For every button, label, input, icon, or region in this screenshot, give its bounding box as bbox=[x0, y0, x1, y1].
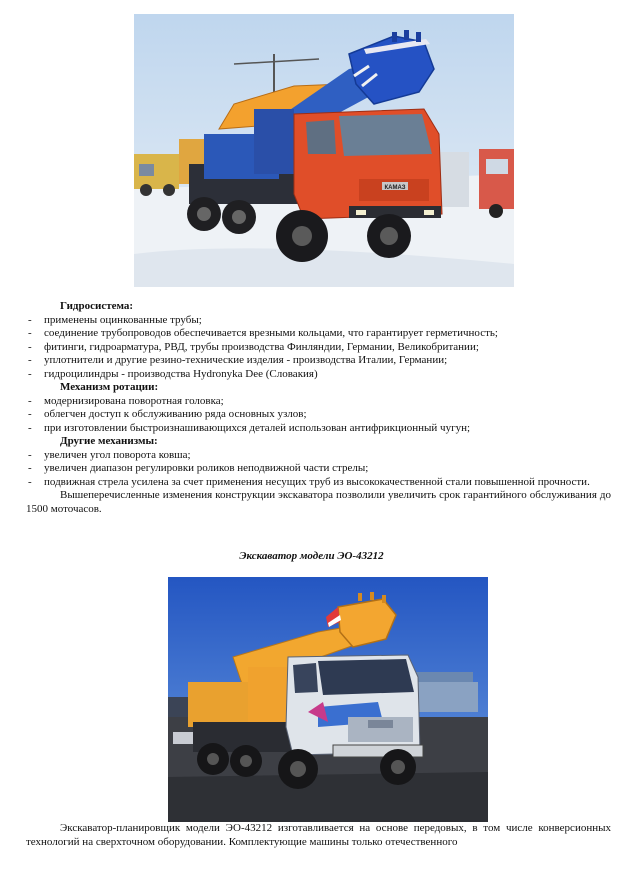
list-item: - применены оцинкованные трубы; bbox=[28, 313, 202, 326]
list-item: - модернизирована поворотная головка; bbox=[28, 394, 224, 407]
list-item: - гидроцилиндры - производства Hydronyka Dee (Словакия) bbox=[28, 367, 318, 380]
section-heading-hydraulics: Гидросистема: bbox=[60, 300, 134, 312]
bottom-paragraph-text: Экскаватор-планировщик модели ЭО-43212 изготавливается на основе передовых, в том числе конверсионных технологий на сверхточном оборудовании. Комплектующие машины только отечественного bbox=[26, 822, 611, 848]
list-item: - уплотнители и другие резино-технические изделия - производства Италии, Германии; bbox=[28, 354, 448, 366]
photo-excavator-orange-truck bbox=[134, 14, 514, 287]
list-item: - облегчен доступ к обслуживанию ряда основных узлов; bbox=[28, 408, 307, 420]
list-item: - фитинги, гидроарматура, РВД, трубы производства Финляндии, Германии, Великобритании; bbox=[28, 340, 479, 353]
list-item: - увеличен угол поворота ковша; bbox=[28, 448, 191, 461]
main-text bbox=[26, 300, 611, 516]
list-item: - увеличен диапазон регулировки роликов неподвижной части стрелы; bbox=[28, 462, 369, 474]
photo-excavator-eo-43212 bbox=[168, 577, 488, 822]
bottom-paragraph bbox=[26, 822, 611, 849]
figure-caption: Экскаватор модели ЭО-43212 bbox=[239, 550, 384, 562]
list-item: - при изготовлении быстроизнашивающихся деталей использован антифрикционный чугун; bbox=[28, 421, 471, 434]
summary-paragraph: Вышеперечисленные изменения конструкции экскаватора позволили увеличить срок гарантийного обслуживания до 1500 моточасов. bbox=[26, 489, 611, 515]
list-item: - соединение трубопроводов обеспечивается врезными кольцами, что гарантирует герметичность; bbox=[28, 327, 498, 339]
section-heading-rotation: Механизм ротации: bbox=[60, 381, 159, 393]
list-item: - подвижная стрела усилена за счет применения несущих труб из высококачественной стали повышенной прочности. bbox=[28, 475, 590, 488]
kamaz-logo: КАМАЗ bbox=[384, 185, 406, 191]
section-heading-other: Другие механизмы: bbox=[60, 435, 158, 447]
